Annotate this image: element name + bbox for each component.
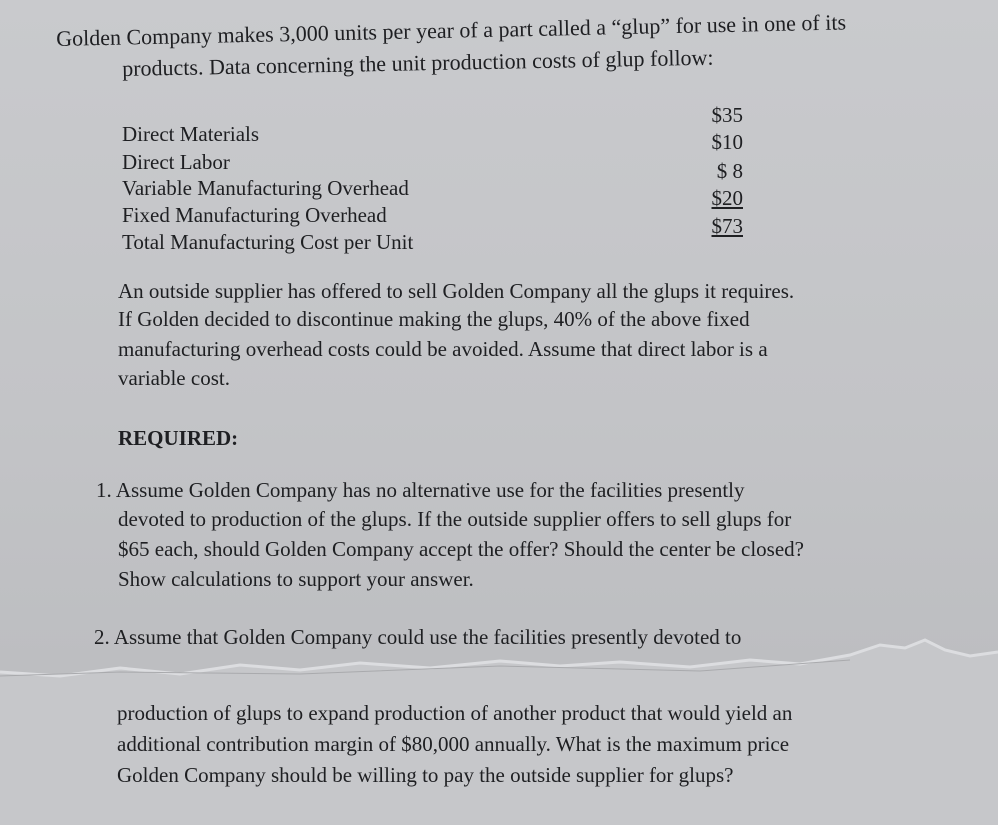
- cost-value-variable-overhead: $ 8: [716, 159, 743, 183]
- cost-label-direct-labor: Direct Labor: [122, 150, 230, 174]
- cost-label-total: Total Manufacturing Cost per Unit: [122, 230, 414, 254]
- offer-line-2: If Golden decided to discontinue making the glups, 40% of the above fixed: [118, 307, 750, 331]
- offer-line-1: An outside supplier has offered to sell Golden Company all the glups it requires.: [118, 279, 795, 303]
- cost-label-variable-overhead: Variable Manufacturing Overhead: [122, 176, 409, 200]
- question-1-line-1: 1. Assume Golden Company has no alternative use for the facilities presently: [96, 478, 745, 502]
- question-1-line-3: $65 each, should Golden Company accept the offer? Should the center be closed?: [118, 537, 804, 561]
- cost-value-fixed-overhead: $20: [711, 186, 743, 210]
- question-1-line-2: devoted to production of the glups. If the outside supplier offers to sell glups for: [118, 507, 792, 531]
- offer-line-4: variable cost.: [118, 366, 230, 390]
- question-2-line-4: Golden Company should be willing to pay the outside supplier for glups?: [117, 763, 734, 787]
- cost-value-direct-labor: $10: [711, 130, 743, 154]
- question-2-line-2: production of glups to expand production of another product that would yield an: [117, 701, 793, 725]
- cost-value-total: $73: [711, 214, 743, 238]
- question-1-line-4: Show calculations to support your answer.: [118, 567, 474, 591]
- intro-line-1: Golden Company makes 3,000 units per year of a part called a “glup” for use in one of its: [55, 9, 847, 51]
- question-2-line-3: additional contribution margin of $80,000 annually. What is the maximum price: [117, 732, 790, 756]
- cost-label-fixed-overhead: Fixed Manufacturing Overhead: [122, 203, 387, 227]
- question-2-line-1: 2. Assume that Golden Company could use the facilities presently devoted to: [94, 625, 742, 649]
- required-heading: REQUIRED:: [118, 426, 239, 450]
- offer-line-3: manufacturing overhead costs could be avoided. Assume that direct labor is a: [118, 337, 768, 361]
- cost-value-direct-materials: $35: [711, 103, 743, 127]
- cost-label-direct-materials: Direct Materials: [122, 122, 260, 146]
- intro-line-2: products. Data concerning the unit production costs of glup follow:: [121, 44, 714, 81]
